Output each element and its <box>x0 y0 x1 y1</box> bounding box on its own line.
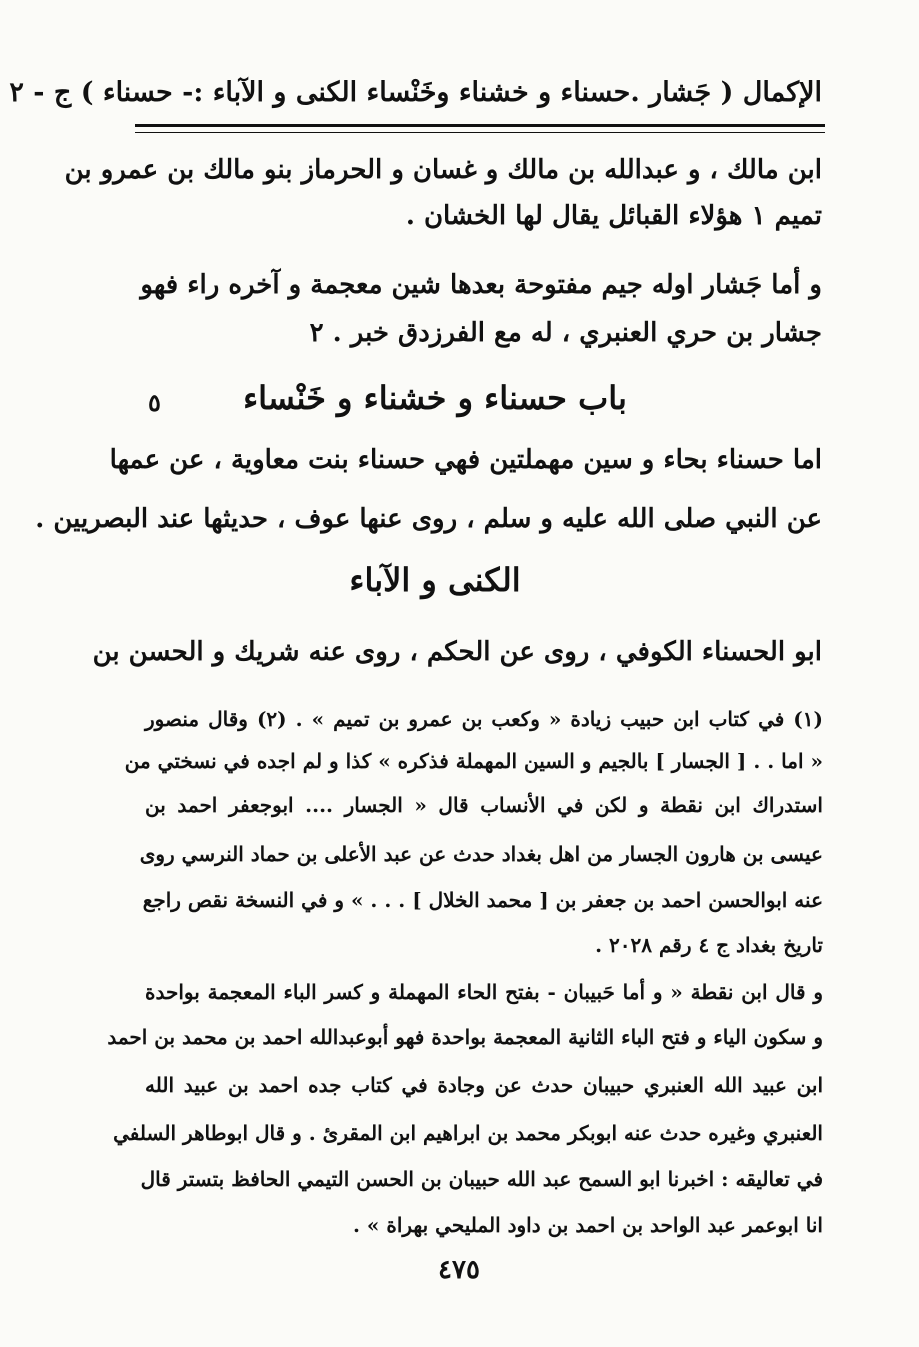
body-line: و أما جَشار اوله جيم مفتوحة بعدها شين معجمة و آخره راء فهو <box>140 270 822 300</box>
body-line: عن النبي صلى الله عليه و سلم ، روى عنها عوف ، حديثها عند البصريين . <box>35 504 822 534</box>
footnote-line: في تعاليقه : اخبرنا ابو السمح عبد الله حبيبان بن الحسن التيمي الحافظ بتستر قال <box>140 1167 823 1191</box>
body-line: ابو الحسناء الكوفي ، روى عن الحكم ، روى عنه شريك و الحسن بن <box>92 637 822 667</box>
footnote-line: (١) في كتاب ابن حبيب زيادة « وكعب بن عمرو بن تميم » . (٢) وقال منصور <box>145 707 823 731</box>
footnote-line: ابن عبيد الله العنبري حبيبان حدث عن وجادة في كتاب جده احمد بن عبيد الله <box>145 1073 823 1097</box>
footnote-line: عنه ابوالحسن احمد بن جعفر بن [ محمد الخلال ] . . . » و في النسخة نقص راجع <box>142 888 823 912</box>
footnote-line: عيسى بن هارون الجسار من اهل بغداد حدث عن عبد الأعلى بن حماد النرسي روى <box>139 842 823 866</box>
body-line: ابن مالك ، و عبدالله بن مالك و غسان و الحرماز بنو مالك بن عمرو بن <box>64 155 822 185</box>
body-line: جشار بن حري العنبري ، له مع الفرزدق خبر . ٢ <box>309 318 822 348</box>
footnote-line: العنبري وغيره حدث عنه ابوبكر محمد بن ابراهيم ابن المقرئ . و قال ابوطاهر السلفي <box>113 1121 823 1145</box>
margin-number: ٥ <box>148 388 161 417</box>
page-number: ٤٧٥ <box>438 1255 480 1285</box>
footnote-line: انا ابوعمر عبد الواحد بن احمد بن داود المليحي بهراة » . <box>352 1213 823 1237</box>
running-header: الإكمال ( جَشار .حسناء و خشناء وخَنْساء الكنى و الآباء :- حسناء ) ج - ٢ <box>9 77 822 108</box>
body-line: تميم ١ هؤلاء القبائل يقال لها الخشان . <box>405 201 822 231</box>
footnote-line: و قال ابن نقطة « و أما حَبيبان - بفتح الحاء المهملة و كسر الباء المعجمة بواحدة <box>145 980 823 1004</box>
body-line: اما حسناء بحاء و سين مهملتين فهي حسناء بنت معاوية ، عن عمها <box>109 445 822 475</box>
footnote-line: « اما . . [ الجسار ] بالجيم و السين المهملة فذكره » كذا و لم اجده في نسختي من <box>124 749 823 773</box>
header-rule-thin <box>135 132 825 133</box>
section-heading: الكنى و الآباء <box>349 561 521 599</box>
section-heading: باب حسناء و خشناء و خَنْساء <box>243 379 627 417</box>
header-rule-thick <box>135 124 825 127</box>
footnote-line: تاريخ بغداد ج ٤ رقم ٢٠٢٨ . <box>595 933 823 957</box>
footnote-line: و سكون الياء و فتح الباء الثانية المعجمة بواحدة فهو أبوعبدالله احمد بن محمد بن احمد <box>107 1025 823 1049</box>
footnote-line: استدراك ابن نقطة و لكن في الأنساب قال « الجسار .... ابوجعفر احمد بن <box>145 793 823 817</box>
